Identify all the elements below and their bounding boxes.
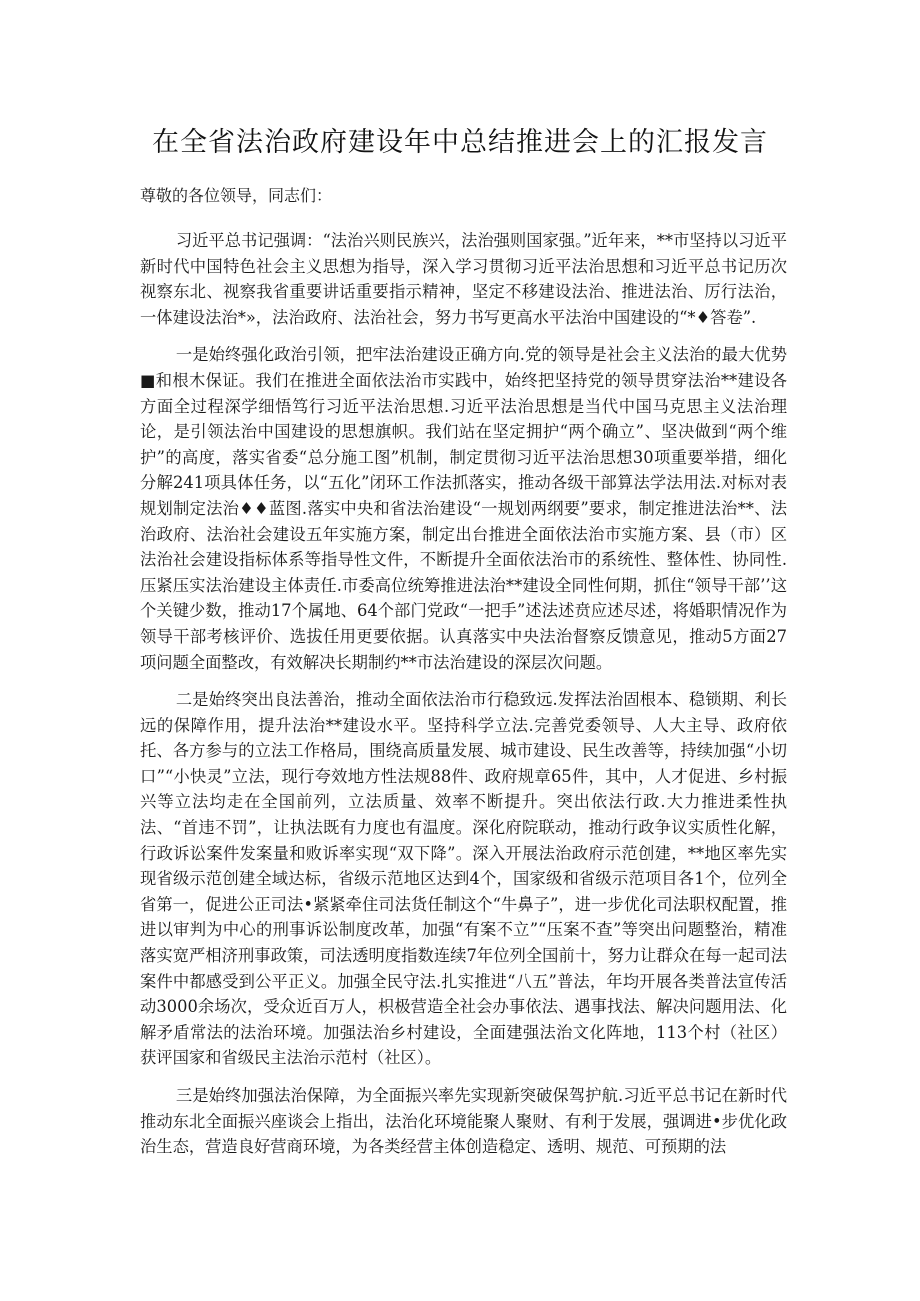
paragraph-political-leadership: 一是始终强化政治引领，把牢法治建设正确方向.党的领导是社会主义法治的最大优势■和根木保证。我们在推进全面依法治市实践中，始终把坚持党的领导贯穿法治**建设各方面全过程深学细悟笃行习近平法治思想.习近平法治思想是当代中国马克思主义法治理论，是引领法治中国建设的思想旗帜。我们站在坚定拥护“两个确立”、坚决做到“两个维护”的高度，落实省委“总分施工图”机制，制定贯彻习近平法治思想30项重要举措，细化分解241项具体任务，以“五化”闭环工作法抓落实，推动各级干部算法学法用法.对标对表规划制定法治♦♦蓝图.落实中央和省法治建设“一规划两纲要”要求，制定推进法治**、法治政府、法治社会建设五年实施方案，制定出台推进全面依法治市实施方案、县（市）区法治社会建设指标体系等指导性文件，不断提升全面依法治市的系统性、整体性、协同性.压紧压实法治建设主体责任.市委高位统筹推进法治**建设全同性何期，抓住“领导干部’’这个关键少数，推动17个属地、64个部门党政“一把手”述法述贲应述尽述，将婚职情况作为领导干部考核评价、选拔任用更要依据。认真落实中央法治督察反馈意见，推动5方面27项问题全面整改，有效解决长期制约**市法治建设的深层次问题。 — [140, 345, 787, 672]
document-body — [140, 228, 787, 1172]
paragraph-intro: 习近平总书记强调：“法治兴则民族兴，法治强则国家强。”近年来，**市坚持以习近平新时代中国特色社会主义思想为指导，深入学习贯彻习近平法治思想和习近平总书记历次视察东北、视察我省重要讲话重要指示精神，坚定不移建设法治、推进法治、厉行法治，一体建设法治*»，法治政府、法治社会，努力书写更高水平法治中国建设的“*♦答卷”. — [140, 231, 787, 327]
paragraph-good-law-governance: 二是始终突出良法善治，推动全面依法治市行稳致远.发挥法治固根本、稳锁期、利长远的保障作用，提升法治**建设水平。坚持科学立法.完善党委领导、人大主导、政府依托、各方参与的立法工作格局，围绕高质量发展、城市建设、民生改善等，持续加强“小切口”“小快灵”立法，现行夸效地方性法规88件、政府规章65件，其中，人才促进、乡村振兴等立法均走在全国前列，立法质量、效率不断提升。突出依法行政.大力推进柔性执法、“首违不罚”，让执法既有力度也有温度。深化府院联动，推动行政争议实质性化解，行政诉讼案件发案量和败诉率实现“双下降”。深入开展法治政府示范创建，**地区率先实现省级示范创建全域达标，省级示范地区达到4个，国家级和省级示范项目各1个，位列全省第一，促进公正司法•紧紧牵住司法货任制这个“牛鼻子”，进一步优化司法职权配置，推进以审判为中心的刑事诉讼制度改革，加强“有案不立”“压案不查”等突出问题整治，精准落实宽严相济刑事政策，司法透明度指数连续7年位列全国前十，努力让群众在每一起司法案件中都感受到公平正义。加强全民守法.扎实推进“八五”普法，年均开展各类普法宣传活动3000余场次，受众近百万人，枳极营造全社会办事依法、遇事找法、解决问题用法、化解矛盾常法的法治环境。加强法治乡村建设，全面建强法治文化阵地，113个村（社区）获评国家和省级民主法治示范村（社区）。 — [140, 690, 787, 1068]
salutation: 尊敬的各位领导，同志们： — [140, 186, 333, 205]
paragraph-legal-guarantee: 三是始终加强法治保障，为全面振兴率先实现新突破保驾护航.习近平总书记在新时代推动东北全面振兴座谈会上指出，法治化环境能聚人聚财、有利于发展，强调进•步优化政治生态，营造良好营商环境，为各类经营主体创造稳定、透明、规范、可预期的法 — [140, 1086, 787, 1157]
document-title: 在全省法治政府建设年中总结推进会上的汇报发言 — [152, 127, 768, 158]
